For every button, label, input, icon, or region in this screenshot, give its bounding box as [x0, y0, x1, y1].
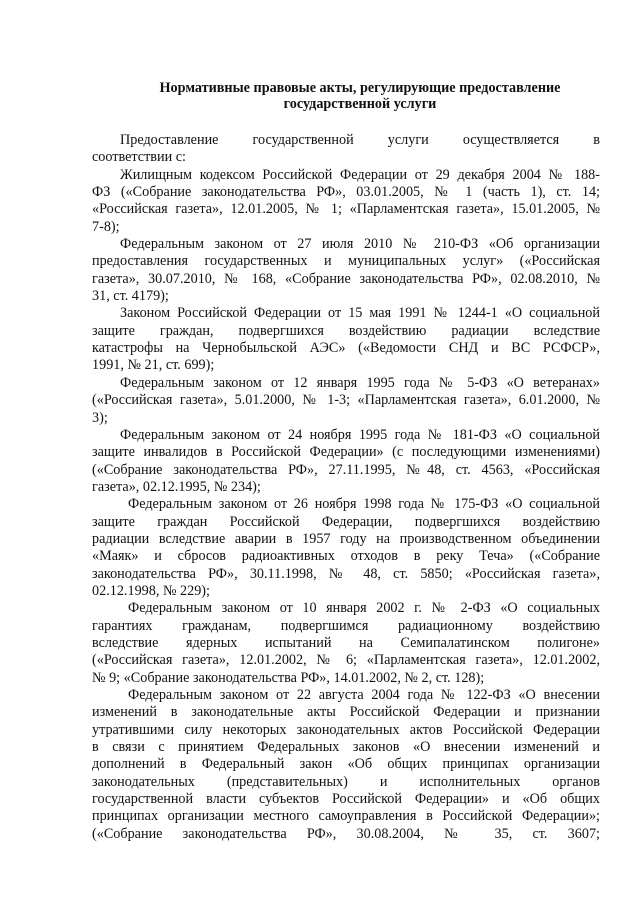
text-line: защите граждан Российской Федерации, подвергшихся воздействию	[92, 513, 600, 530]
text-line: предоставления государственных и муниципальных услуг» («Российская	[92, 253, 600, 270]
text-line: («Собрание законодательства РФ», 27.11.1995, №48, ст. 4563, «Российская	[92, 461, 600, 478]
paragraph-law-5	[92, 375, 600, 427]
paragraph-law-175	[92, 496, 600, 600]
paragraph-law-181	[92, 427, 600, 496]
text-line: в связи с принятием Федеральных законов «О внесении изменений и	[92, 739, 600, 756]
paragraph-intro	[92, 132, 600, 167]
text-line: 02.12.1998, № 229);	[92, 582, 210, 599]
text-line: ФЗ («Собрание законодательства РФ», 03.01.2005, № 1 (часть 1), ст. 14;	[92, 184, 600, 201]
text-line: № 9; «Собрание законодательства РФ», 14.01.2002, № 2, ст. 128);	[92, 669, 485, 686]
text-line: Жилищным кодексом Российской Федерации от 29 декабря 2004 № 188-	[120, 166, 600, 183]
paragraph-law-210	[92, 236, 600, 305]
text-line: Предоставление государственной услуги осуществляется в	[120, 132, 600, 148]
paragraph-law-1244	[92, 305, 600, 374]
text-line: гарантиях гражданам, подвергшимся радиационному воздействию	[92, 617, 600, 634]
text-line: Федеральным законом от 26 ноября 1998 года № 175-ФЗ «О социальной	[128, 496, 600, 513]
text-line: принципах организации местного самоуправления в Российской Федерации»;	[92, 808, 600, 825]
paragraph-law-122	[92, 687, 600, 843]
document-body	[92, 132, 600, 843]
text-line: Федеральным законом от 24 ноября 1995 года № 181-ФЗ «О социальной	[120, 426, 600, 443]
text-line: радиации вследствие аварии в 1957 году на производственном объединении	[92, 530, 600, 547]
text-line: («Российская газета», 5.01.2000, № 1-3; «Парламентская газета», 6.01.2000, №	[92, 392, 600, 409]
text-line: Федеральным законом от 27 июля 2010 № 210-ФЗ «Об организации	[120, 236, 600, 253]
text-line: Федеральным законом от 22 августа 2004 года № 122-ФЗ «О внесении	[128, 687, 600, 703]
text-line: катастрофы на Чернобыльской АЭС» («Ведомости СНД и ВС РСФСР»,	[92, 340, 600, 357]
text-line: («Российская газета», 12.01.2002, № 6; «Парламентская газета», 12.01.2002,	[92, 652, 600, 669]
document-title	[120, 80, 600, 112]
title-line: государственной услуги	[283, 96, 437, 112]
text-line: законодательства РФ», 30.11.1998, № 48, ст. 5850; «Российская газета»,	[92, 565, 600, 582]
text-line: 3);	[92, 409, 108, 426]
paragraph-housing-code	[92, 167, 600, 236]
text-line: защите граждан, подвергшихся воздействию радиации вследствие	[92, 322, 600, 339]
text-line: государственной власти субъектов Российской Федерации» и «Об общих	[92, 791, 600, 808]
text-line: 1991, № 21, ст. 699);	[92, 357, 215, 374]
text-line: («Собрание законодательства РФ», 30.08.2004, № 35, ст. 3607;	[92, 825, 600, 842]
text-line: изменений в законодательные акты Российской Федерации и признании	[92, 704, 600, 721]
text-line: «Российская газета», 12.01.2005, № 1; «Парламентская газета», 15.01.2005, №	[92, 201, 600, 218]
paragraph-law-2	[92, 600, 600, 687]
text-line: 7-8);	[92, 218, 120, 235]
text-line: «Маяк» и сбросов радиоактивных отходов в реку Теча» («Собрание	[92, 548, 600, 565]
text-line: законодательных (представительных) и исполнительных органов	[92, 773, 600, 790]
title-line: Нормативные правовые акты, регулирующие предоставление	[159, 80, 561, 96]
text-line: газета», 02.12.1995, № 234);	[92, 478, 261, 495]
text-line: Федеральным законом от 10 января 2002 г. № 2-ФЗ «О социальных	[128, 600, 600, 617]
text-line: 31, ст. 4179);	[92, 288, 169, 305]
text-line: Законом Российской Федерации от 15 мая 1991 № 1244-1 «О социальной	[120, 305, 600, 322]
text-line: дополнений в Федеральный закон «Об общих принципах организации	[92, 756, 600, 773]
text-line: вследствие ядерных испытаний на Семипалатинском полигоне»	[92, 634, 600, 651]
text-line: соответствии с:	[92, 149, 186, 166]
text-line: утратившими силу некоторых законодательных актов Российской Федерации	[92, 721, 600, 738]
text-line: Федеральным законом от 12 января 1995 года № 5-ФЗ «О ветеранах»	[120, 374, 600, 391]
text-line: газета», 30.07.2010, № 168, «Собрание законодательства РФ», 02.08.2010, №	[92, 270, 600, 287]
text-line: защите инвалидов в Российской Федерации» (с последующими изменениями)	[92, 444, 600, 461]
